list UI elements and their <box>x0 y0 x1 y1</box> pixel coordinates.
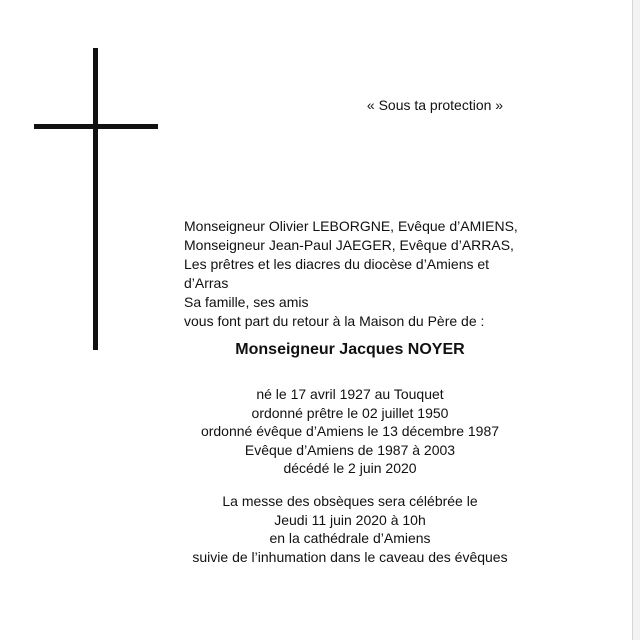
motto: « Sous ta protection » <box>366 97 504 113</box>
announcer-line: vous font part du retour à la Maison du Père de : <box>184 313 485 329</box>
funeral-line: suivie de l’inhumation dans le caveau des évêques <box>192 548 508 565</box>
biography-line: ordonné prêtre le 02 juillet 1950 <box>251 404 449 421</box>
biography-line: Evêque d’Amiens de 1987 à 2003 <box>244 441 456 458</box>
deceased-name: Monseigneur Jacques NOYER <box>235 341 465 358</box>
cross-icon <box>34 48 158 350</box>
cross-vertical-bar <box>93 48 98 350</box>
cross-horizontal-bar <box>34 124 158 129</box>
announcer-line: Monseigneur Olivier LEBORGNE, Evêque d’AMIENS, <box>184 218 518 234</box>
announcer-line: Sa famille, ses amis <box>184 294 309 310</box>
announcer-line: Les prêtres et les diacres du diocèse d’Amiens et <box>184 256 490 272</box>
biography-line: ordonné évêque d’Amiens le 13 décembre 1987 <box>200 423 500 439</box>
announcers-block <box>184 217 518 331</box>
announcer-line: Monseigneur Jean-Paul JAEGER, Evêque d’ARRAS, <box>184 237 514 253</box>
biography-line: décédé le 2 juin 2020 <box>283 460 417 476</box>
funeral-line: en la cathédrale d’Amiens <box>269 530 431 546</box>
biography-line: né le 17 avril 1927 au Touquet <box>256 386 444 402</box>
funeral-line: Jeudi 11 juin 2020 à 10h <box>274 511 426 528</box>
announcer-line: d’Arras <box>184 275 229 291</box>
funeral-line: La messe des obsèques sera célébrée le <box>222 493 478 509</box>
biography-block <box>180 385 520 478</box>
funeral-details-block <box>180 492 520 566</box>
